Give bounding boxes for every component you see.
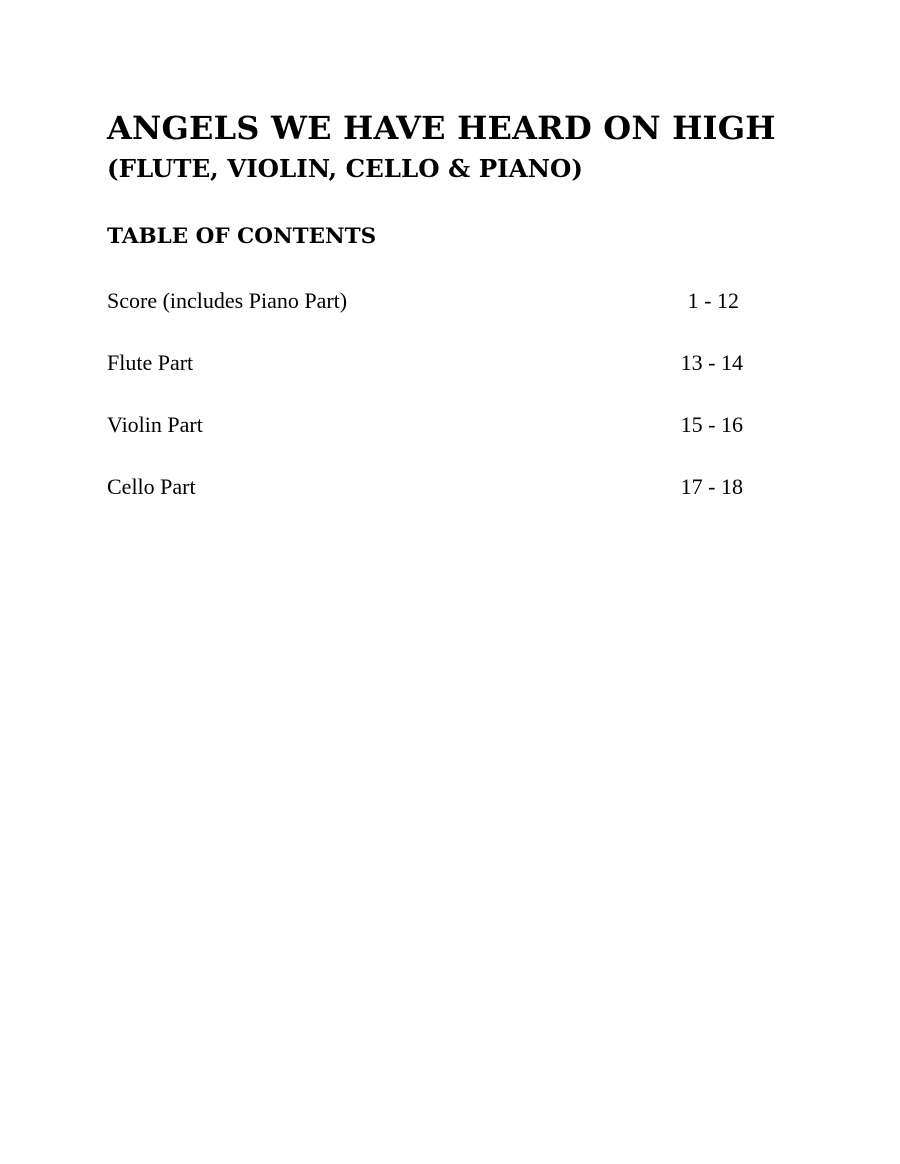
document-title: ANGELS WE HAVE HEARD ON HIGH xyxy=(107,109,776,147)
toc-entry-label: Flute Part xyxy=(107,350,194,375)
toc-heading: TABLE OF CONTENTS xyxy=(107,224,377,249)
toc-entry-pages: 1 - 12 xyxy=(687,288,739,313)
toc-entry-pages: 13 - 14 xyxy=(680,350,743,375)
toc-entry-flute xyxy=(107,348,743,378)
toc-entry-cello xyxy=(107,472,743,502)
toc-entry-pages: 17 - 18 xyxy=(680,474,743,499)
toc-entry-label: Cello Part xyxy=(107,474,196,499)
toc-entry-score xyxy=(107,286,743,316)
toc-entry-violin xyxy=(107,410,743,440)
document-subtitle: (FLUTE, VIOLIN, CELLO & PIANO) xyxy=(107,154,583,183)
toc-entry-pages: 15 - 16 xyxy=(680,412,743,437)
toc-entry-label: Violin Part xyxy=(107,412,203,437)
toc-entry-label: Score (includes Piano Part) xyxy=(107,288,348,313)
